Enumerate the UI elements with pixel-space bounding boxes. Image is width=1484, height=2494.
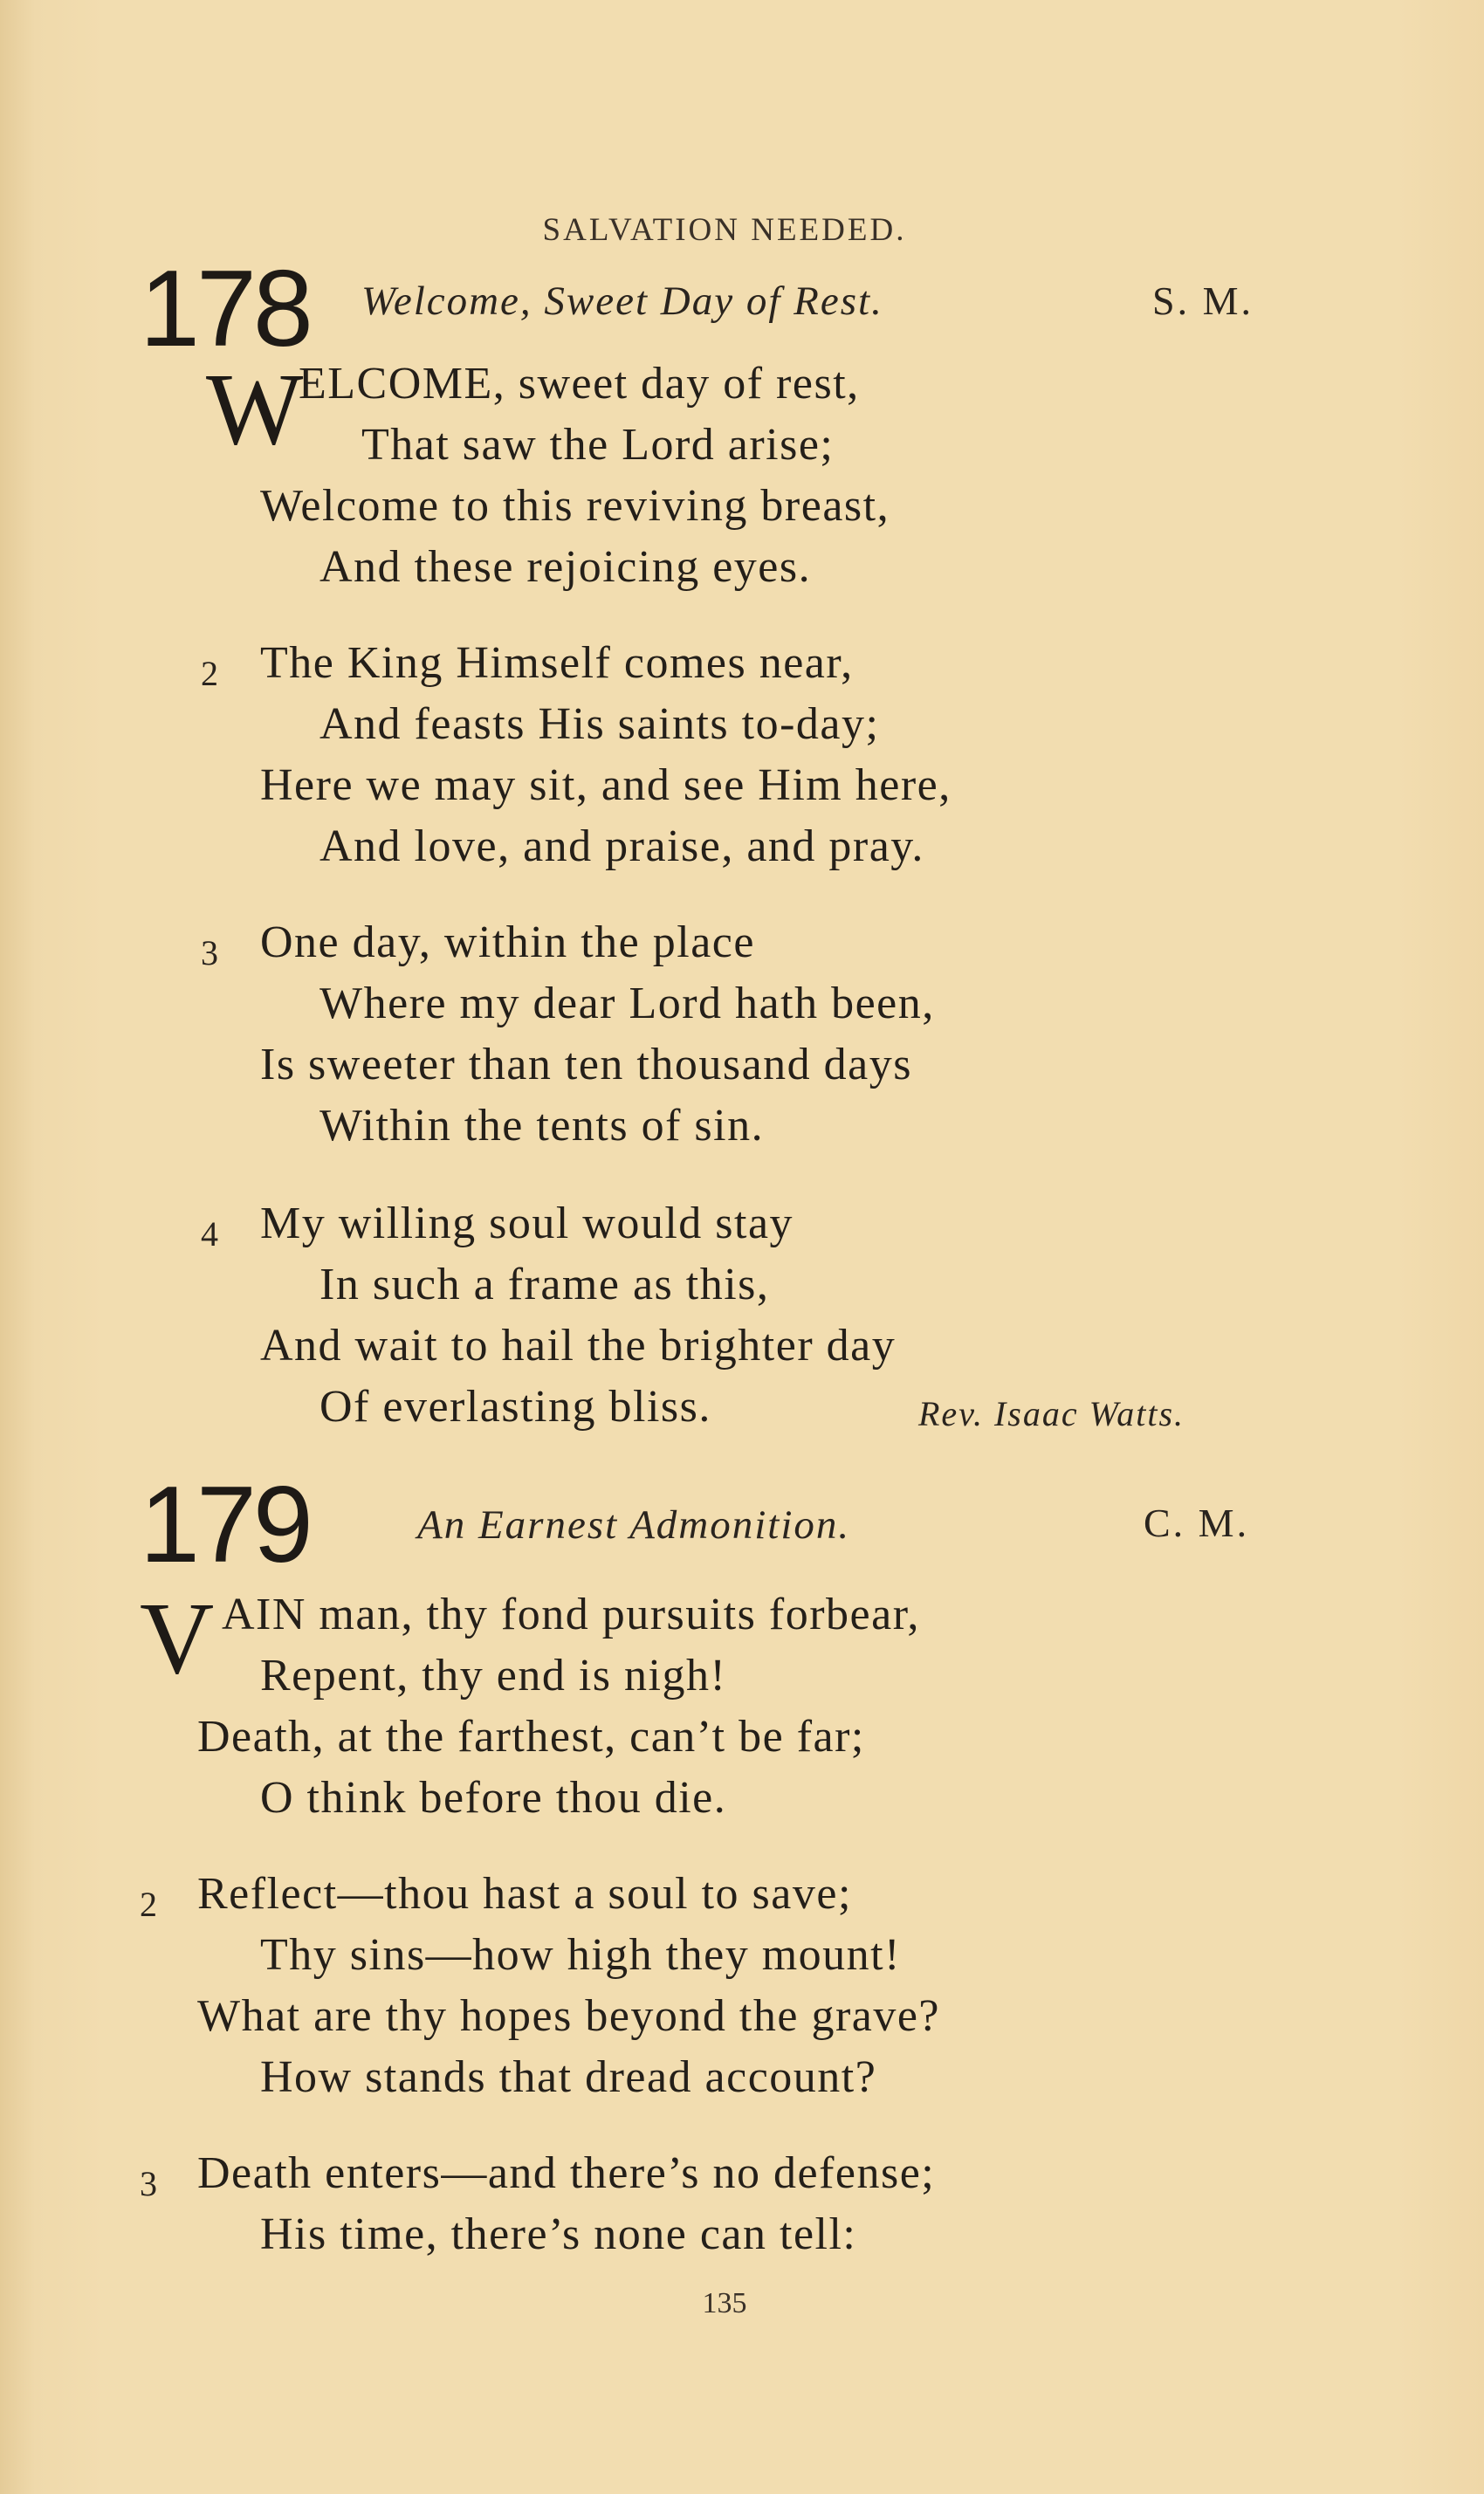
- verse-line: Is sweeter than ten thousand days: [260, 1040, 912, 1089]
- verse-line: Death, at the farthest, can’t be far;: [197, 1712, 865, 1762]
- hymn-title: An Earnest Admonition.: [417, 1502, 851, 1548]
- verse-line: My willing soul would stay: [260, 1199, 794, 1248]
- hymn-title: Welcome, Sweet Day of Rest.: [361, 278, 883, 324]
- verse-line: What are thy hopes beyond the grave?: [197, 1991, 941, 2041]
- verse-line: In such a frame as this,: [319, 1260, 770, 1309]
- verse-line: His time, there’s none can tell:: [260, 2209, 857, 2259]
- verse-number: 2: [201, 654, 218, 693]
- page-number: 135: [702, 2287, 747, 2319]
- verse-line: ELCOME, sweet day of rest,: [299, 359, 860, 409]
- verse-line: And these rejoicing eyes.: [319, 542, 812, 592]
- verse-line: Welcome to this reviving breast,: [260, 481, 890, 531]
- verse-line: O think before thou die.: [260, 1773, 727, 1823]
- verse-line: Death enters—and there’s no defense;: [197, 2148, 936, 2198]
- verse-line: And feasts His saints to-day;: [319, 699, 880, 749]
- verse-number: 2: [140, 1885, 157, 1924]
- verse-line: AIN man, thy fond pursuits forbear,: [222, 1590, 920, 1639]
- hymn-author: Rev. Isaac Watts.: [918, 1394, 1185, 1433]
- drop-cap: V: [140, 1581, 215, 1695]
- verse-line: Of everlasting bliss.: [319, 1382, 711, 1432]
- verse-line: Where my dear Lord hath been,: [319, 979, 935, 1028]
- verse-line: Repent, thy end is nigh!: [260, 1651, 727, 1700]
- drop-cap: W: [206, 352, 304, 466]
- verse-number: 3: [201, 933, 218, 972]
- verse-line: Reflect—thou hast a soul to save;: [197, 1869, 852, 1919]
- verse-line: And wait to hail the brighter day: [260, 1321, 897, 1371]
- verse-line: And love, and praise, and pray.: [319, 821, 924, 871]
- verse-line: The King Himself comes near,: [260, 638, 854, 688]
- verse-line: That saw the Lord arise;: [361, 420, 835, 470]
- running-head: SALVATION NEEDED.: [542, 212, 907, 248]
- verse-line: Within the tents of sin.: [319, 1101, 765, 1151]
- verse-number: 3: [140, 2164, 157, 2203]
- verse-line: One day, within the place: [260, 917, 755, 967]
- hymn-meter: C. M.: [1144, 1501, 1250, 1545]
- verse-line: Thy sins—how high they mount!: [260, 1930, 901, 1980]
- verse-line: Here we may sit, and see Him here,: [260, 760, 952, 810]
- hymn-number: 178: [140, 249, 310, 369]
- hymn-number: 179: [140, 1465, 310, 1585]
- verse-line: How stands that dread account?: [260, 2052, 877, 2102]
- verse-number: 4: [201, 1214, 218, 1254]
- hymn-meter: S. M.: [1152, 278, 1254, 323]
